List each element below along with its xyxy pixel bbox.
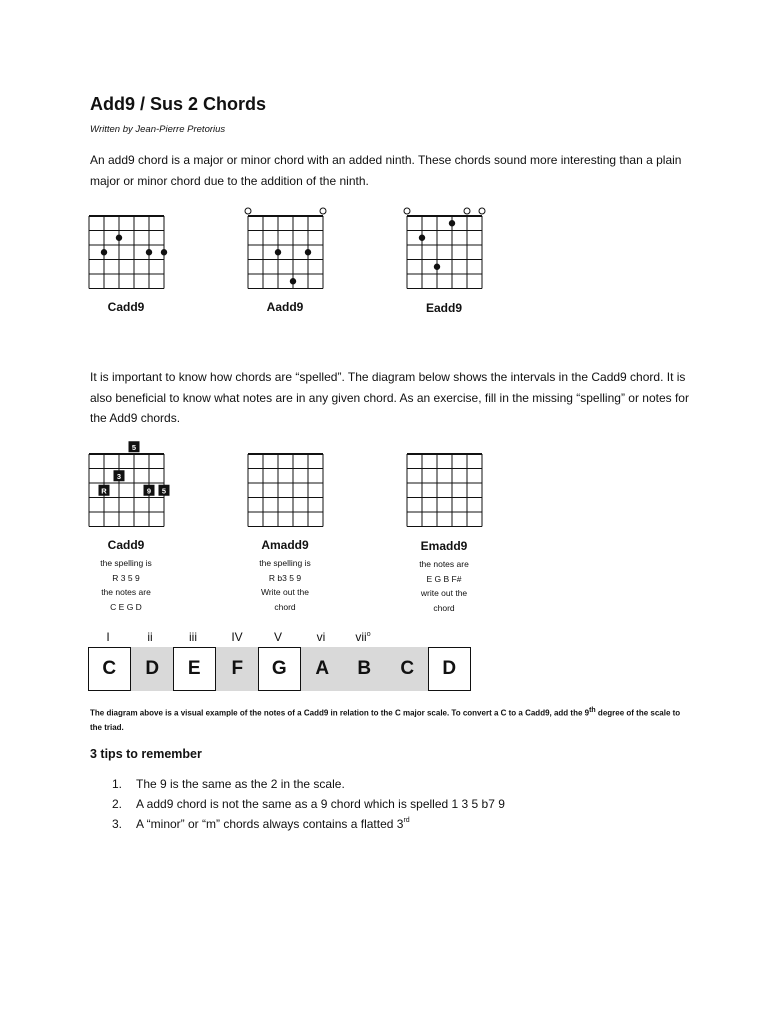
spelling-paragraph: It is important to know how chords are “spelled”. The diagram below shows the intervals in the Cadd9 chord. It is also beneficial to know what notes are in any given chord. As an exercise, fill in the missing “spelling” or notes for the Add9 chords. (90, 370, 689, 425)
finger-dot (434, 264, 440, 270)
blank-diagram-emadd9 (407, 440, 487, 540)
tips-heading: 3 tips to remember (90, 747, 202, 761)
scale-note-5: G (258, 647, 301, 691)
chord-name-amadd9: Amadd9 (261, 538, 309, 552)
scale-note-3: E (173, 647, 216, 691)
info-line: the notes are (419, 559, 469, 569)
tips-list (112, 777, 505, 837)
info-line: E G B F# (426, 573, 462, 584)
blank-diagram-amadd9 (248, 440, 328, 540)
interval-label: 5 (131, 442, 137, 452)
scale-degree-7 (348, 630, 378, 644)
tip-superscript: rd (403, 817, 410, 824)
tip-number: 2. (112, 797, 123, 811)
tip-item (112, 797, 505, 817)
scale-degree-1: I (106, 630, 110, 644)
scale-caption (90, 704, 690, 735)
info-line: R 3 5 9 (112, 572, 140, 583)
finger-dot (290, 278, 296, 284)
finger-dot (116, 235, 122, 241)
scale-degree-2: ii (147, 630, 153, 644)
scale-degree-4: IV (231, 630, 243, 644)
finger-dot (419, 235, 425, 241)
finger-dot (275, 249, 281, 255)
chord-name-cadd9-spelling: Cadd9 (107, 538, 145, 552)
interval-label: R (101, 486, 107, 496)
chord-info-emadd9 (384, 557, 504, 615)
open-string-marker (479, 208, 485, 214)
tip-number: 3. (112, 817, 123, 831)
scale-degree-5: V (273, 630, 282, 644)
scale-degree-6: vi (316, 630, 326, 644)
scale-note-8: C (386, 647, 429, 691)
degree-text: vii (355, 630, 367, 644)
chord-diagram-eadd9 (407, 202, 487, 302)
chord-info-cadd9 (66, 556, 186, 614)
info-line: Write out the (260, 587, 310, 597)
scale-note-9: D (428, 647, 471, 691)
tip-text: A “minor” or “m” chords always contains a flatted 3 (136, 817, 404, 831)
scale-note-2: D (131, 647, 174, 691)
interval-diagram-cadd9 (89, 440, 169, 540)
chord-name-emadd9: Emadd9 (420, 539, 468, 553)
chord-diagram-aadd9 (248, 202, 328, 302)
tip-text: A add9 chord is not the same as a 9 chord which is spelled 1 3 5 b7 9 (136, 797, 505, 811)
info-line: the spelling is (259, 558, 311, 568)
chord-name-cadd9: Cadd9 (107, 300, 145, 314)
author-line: Written by Jean-Pierre Pretorius (90, 124, 226, 135)
finger-dot (161, 249, 167, 255)
open-string-marker (320, 208, 326, 214)
tip-item (112, 817, 505, 837)
open-string-marker (404, 208, 410, 214)
caption-text-end: degree of the scale to the triad. (90, 708, 681, 732)
info-line: write out the (420, 588, 468, 598)
info-line: the spelling is (100, 558, 152, 568)
finger-dot (449, 220, 455, 226)
chord-info-amadd9 (225, 556, 345, 614)
finger-dot (305, 249, 311, 255)
info-line: R b3 5 9 (268, 572, 302, 583)
scale-note-1: C (88, 647, 131, 691)
interval-label: 5 (161, 486, 167, 496)
scale-degree-3: iii (189, 630, 197, 644)
caption-superscript: th (589, 707, 596, 714)
scale-note-4: F (216, 647, 259, 691)
tip-item (112, 777, 505, 797)
info-line: the notes are (101, 587, 151, 597)
tip-number: 1. (112, 777, 123, 791)
chord-name-aadd9: Aadd9 (266, 300, 304, 314)
finger-dot (146, 249, 152, 255)
interval-label: 3 (116, 471, 122, 481)
finger-dot (101, 249, 107, 255)
open-string-marker (464, 208, 470, 214)
scale-note-7: B (343, 647, 386, 691)
info-line: chord (433, 602, 455, 613)
page-title: Add9 / Sus 2 Chords (90, 94, 267, 114)
caption-text: The diagram above is a visual example of the notes of a Cadd9 in relation to the C major scale. To convert a C to a Cadd9, add the 9 (90, 708, 590, 718)
info-line: C E G D (110, 601, 142, 612)
interval-label: 9 (146, 486, 152, 496)
diminished-symbol: o (366, 631, 371, 638)
tip-text: The 9 is the same as the 2 in the scale. (136, 777, 345, 791)
intro-paragraph: An add9 chord is a major or minor chord with an added ninth. These chords sound more interesting than a plain major or minor chord due to the addition of the ninth. (90, 153, 682, 188)
scale-note-6: A (301, 647, 344, 691)
info-line: chord (274, 601, 296, 612)
chord-name-eadd9: Eadd9 (425, 301, 462, 315)
open-string-marker (245, 208, 251, 214)
chord-diagram-cadd9 (89, 202, 169, 302)
